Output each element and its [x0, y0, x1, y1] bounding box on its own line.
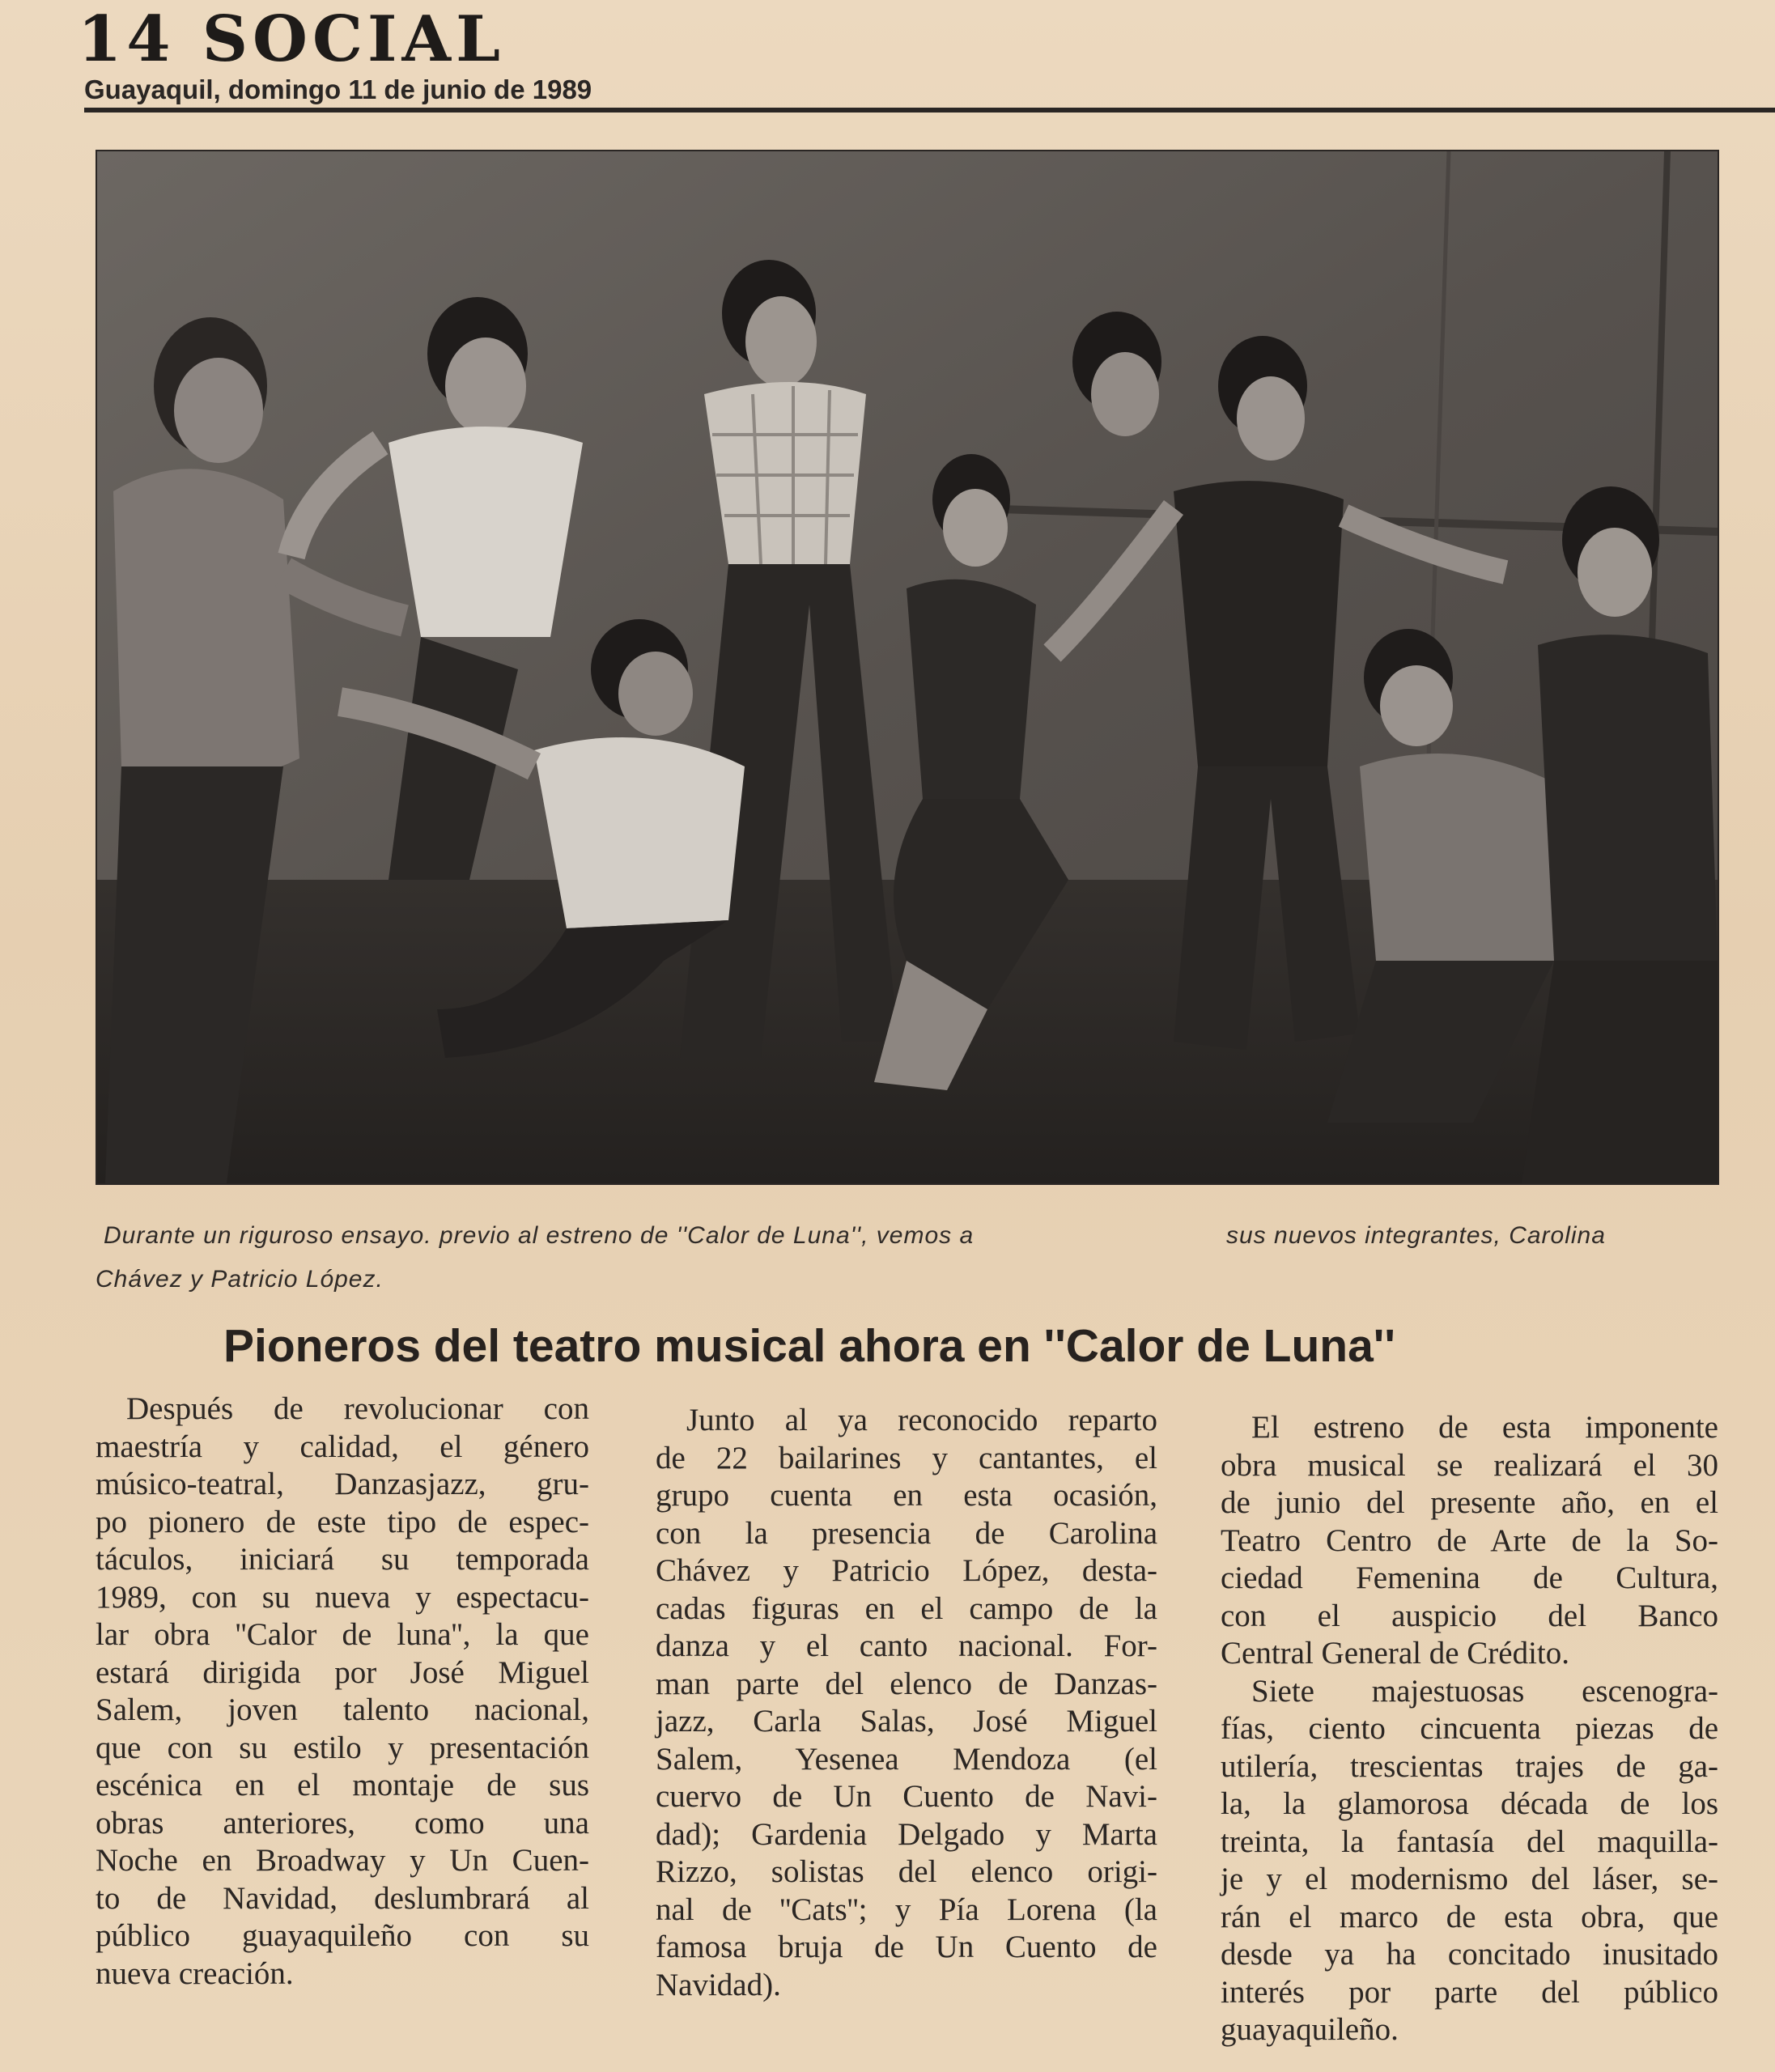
article-line: Chávez y Patricio López, desta- [656, 1553, 1157, 1588]
photo-caption-line-2: Chávez y Patricio López. [96, 1266, 384, 1293]
article-line: Salem, Yesenea Mendoza (el [656, 1741, 1157, 1777]
article-line: je y el modernismo del láser, se- [1221, 1862, 1718, 1896]
article-line: táculos, iniciará su temporada [96, 1542, 589, 1577]
article-line: interés por parte del público [1221, 1974, 1718, 2010]
article-line: escénica en el montaje de sus [96, 1768, 589, 1802]
article-line: Después de revolucionar con [126, 1391, 589, 1426]
article-line: famosa bruja de Un Cuento de [656, 1930, 1157, 1964]
photo-caption-line-1-right: sus nuevos integrantes, Carolina [1226, 1222, 1606, 1249]
article-line: Salem, joven talento nacional, [96, 1692, 589, 1727]
article-line: obras anteriores, como una [96, 1805, 589, 1841]
article-line: cadas figuras en el campo de la [656, 1590, 1157, 1626]
article-line: Teatro Centro de Arte de la So- [1221, 1522, 1718, 1558]
article-line: la, la glamorosa década de los [1221, 1786, 1718, 1821]
article-line: man parte del elenco de Danzas- [656, 1666, 1157, 1701]
dance-rehearsal-photo [96, 150, 1719, 1185]
article-line: de junio del presente año, en el [1221, 1485, 1718, 1520]
article-line: obra musical se realizará el 30 [1221, 1447, 1718, 1483]
article-line: dad); Gardenia Delgado y Marta [656, 1816, 1157, 1852]
article-line: 1989, con su nueva y espectacu- [96, 1579, 589, 1615]
article-line: to de Navidad, deslumbrará al [96, 1880, 589, 1916]
article-line: con el auspicio del Banco [1221, 1598, 1718, 1633]
article-line: po pionero de este tipo de espec- [96, 1504, 589, 1539]
article-line: danza y el canto nacional. For- [656, 1628, 1157, 1663]
article-line: Noche en Broadway y Un Cuen- [96, 1843, 589, 1878]
article-line: Rizzo, solistas del elenco origi- [656, 1854, 1157, 1889]
masthead [78, 2, 505, 76]
article-line: Siete majestuosas escenogra- [1251, 1673, 1718, 1709]
article-line: maestría y calidad, el género [96, 1429, 589, 1464]
page-number: 14 [78, 2, 176, 76]
article-line: fías, ciento cincuenta piezas de [1221, 1711, 1718, 1746]
section-name: SOCIAL [202, 2, 505, 76]
article-line: utilería, trescientas trajes de ga- [1221, 1748, 1718, 1784]
article-line: de 22 bailarines y cantantes, el [656, 1440, 1157, 1475]
article-line: público guayaquileño con su [96, 1918, 589, 1953]
article-headline: Pioneros del teatro musical ahora en ''Calor de Luna'' [223, 1320, 1395, 1372]
article-line: músico-teatral, Danzasjazz, gru- [96, 1467, 589, 1501]
article-line: nueva creación. [96, 1955, 294, 1991]
dateline: Guayaquil, domingo 11 de junio de 1989 [84, 74, 592, 104]
article-line: Navidad). [656, 1967, 781, 2002]
article-line: treinta, la fantasía del maquilla- [1221, 1824, 1718, 1859]
article-line: Central General de Crédito. [1221, 1636, 1569, 1671]
article-line: estará dirigida por José Miguel [96, 1654, 589, 1690]
article-line: cuervo de Un Cuento de Navi- [656, 1779, 1157, 1814]
article-column-1 [96, 1391, 589, 1993]
article-column-3 [1221, 1409, 1718, 2049]
article-line: grupo cuenta en esta ocasión, [656, 1478, 1157, 1513]
article-line: nal de ''Cats''; y Pía Lorena (la [656, 1892, 1157, 1927]
article-line: lar obra ''Calor de luna'', la que [96, 1617, 589, 1652]
article-line: desde ya ha concitado inusitado [1221, 1937, 1718, 1972]
article-line: que con su estilo y presentación [96, 1730, 589, 1765]
article-line: ciedad Femenina de Cultura, [1221, 1560, 1718, 1595]
article-line: jazz, Carla Salas, José Miguel [656, 1704, 1157, 1739]
article-line: rán el marco de esta obra, que [1221, 1899, 1718, 1934]
photo-caption-line-1: Durante un riguroso ensayo. previo al estreno de ''Calor de Luna'', vemos a [104, 1222, 975, 1249]
article-column-2 [656, 1402, 1157, 2004]
header-rule [84, 108, 1775, 113]
article-line: Junto al ya reconocido reparto [686, 1403, 1157, 1437]
article-line: El estreno de esta imponente [1251, 1410, 1718, 1445]
article-line: con la presencia de Carolina [656, 1515, 1157, 1551]
photo-illustration [97, 151, 1718, 1183]
article-line: guayaquileño. [1221, 2012, 1399, 2047]
